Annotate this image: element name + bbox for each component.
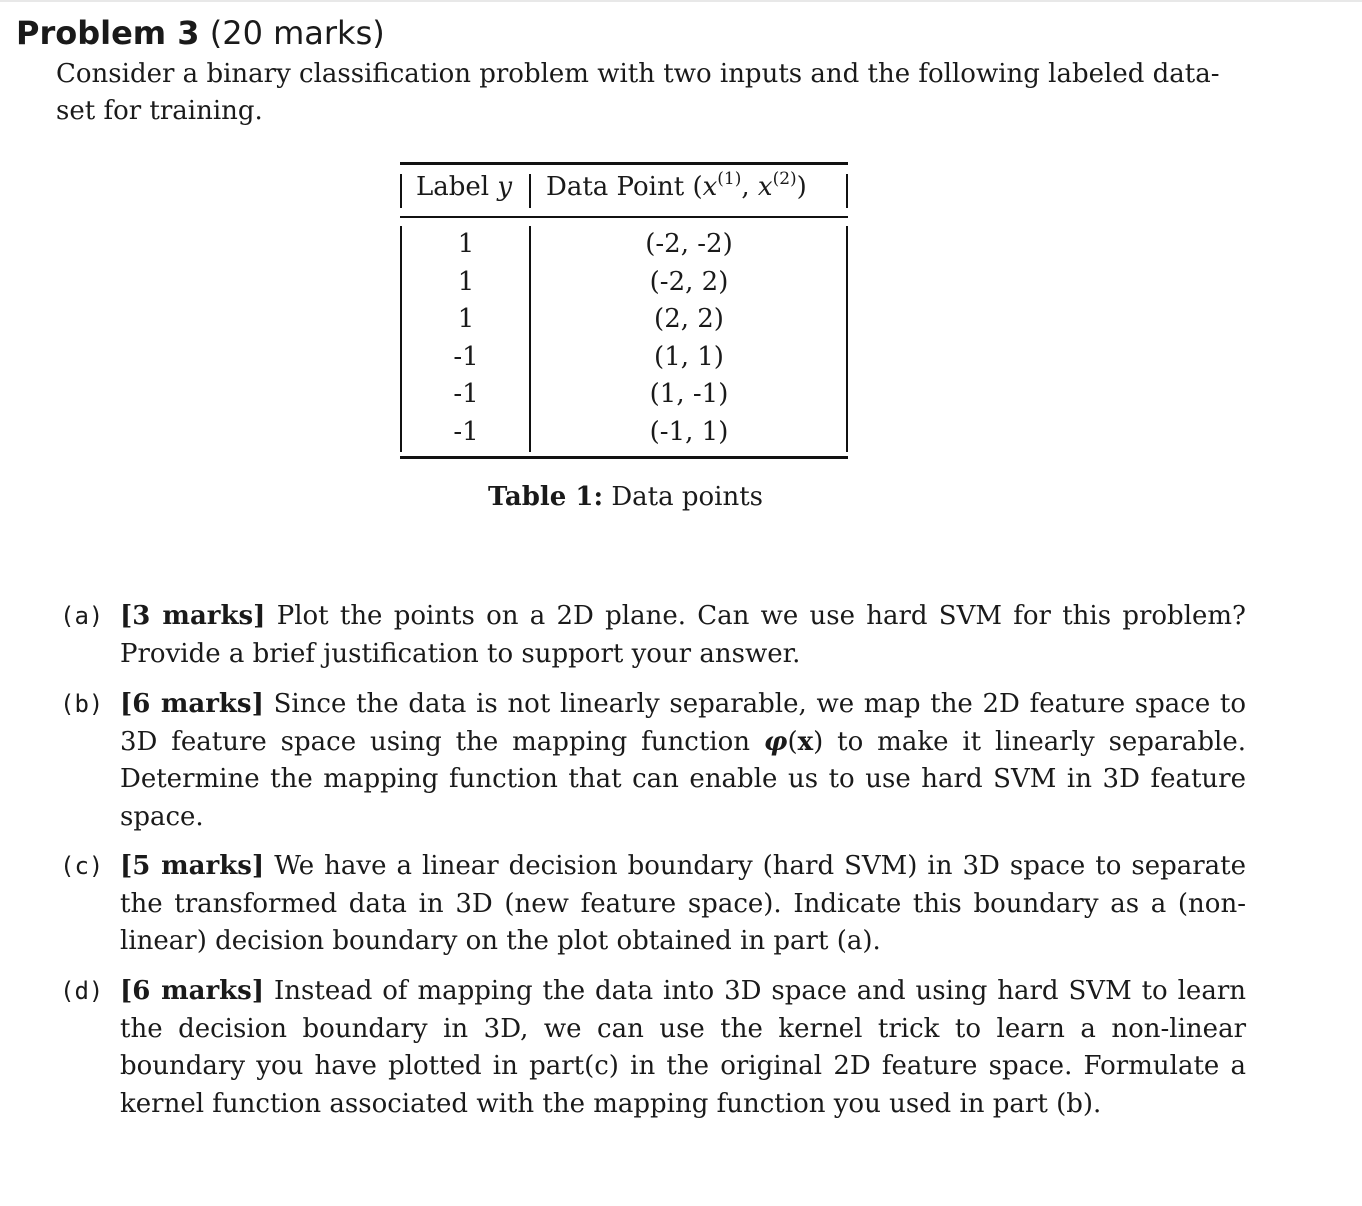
part-text: Since the data is not linearly separable, we map the 2D feature space to 3D feature space using the mapping function (120, 689, 1246, 757)
part-text: to make it linearly separable. Determine the mapping function that can enable us to use hard SVM in 3D feature space. (120, 726, 1246, 832)
table-top-rule (400, 162, 848, 165)
header-data-point: Data Point ($x^{(1)}$, $x^{(2)}$) (546, 169, 807, 202)
table-cell-point: (1, 1) (654, 341, 724, 372)
part-b: (b) [6 marks] Since the data is not linearly separable, we map the 2D feature space to 3D feature space using the mapping function φ(x) to make it linearly separable. Determine the mapping function that can enable us to use hard SVM in 3D feature space. (60, 686, 1246, 836)
part-marks: [6 marks] (120, 976, 265, 1006)
table-header-rule (400, 216, 848, 218)
part-c (60, 848, 1246, 961)
header-column-divider (529, 174, 531, 208)
part-tag: (d) (60, 977, 104, 1005)
part-tag: (c) (60, 852, 104, 880)
table-cell-label: -1 (453, 341, 479, 372)
top-border (0, 0, 1362, 2)
table-cell-label: -1 (453, 379, 479, 409)
problem-number: Problem 3 (16, 14, 200, 52)
phi-symbol: φ (763, 726, 788, 757)
table-cell-label: 1 (457, 266, 475, 297)
part-text: We have a linear decision boundary (hard SVM) in 3D space to separate the transformed data in 3D (new feature space). Indicate this boundary as a (non-linear) decision boundary on the plot obtained in part (a). (120, 851, 1246, 956)
problem-marks: (20 marks) (209, 14, 385, 52)
table-cell-point: (2, 2) (654, 304, 724, 334)
part-text: Instead of mapping the data into 3D space and using hard SVM to learn the decision boundary in 3D, we can use the kernel trick to learn a non-linear boundary you have plotted in part(c) in the original 2D feature space. Formulate a kernel function associated with the mapping function you used in part (b). (120, 976, 1246, 1119)
caption-text: Data points (611, 482, 764, 512)
point-column (532, 226, 846, 451)
table-cell-label: 1 (457, 304, 475, 334)
table-cell-label: -1 (453, 416, 479, 447)
header-left-border (400, 174, 402, 208)
table-cell-point: (-2, -2) (645, 229, 733, 259)
part-marks: [6 marks] (120, 689, 264, 719)
part-marks: [3 marks] (120, 601, 266, 631)
part-d (60, 973, 1246, 1123)
table-cell-point: (1, -1) (649, 379, 729, 409)
part-tag: (b) (60, 690, 104, 718)
table-caption (488, 482, 763, 512)
table-cell-point: (-1, 1) (649, 416, 729, 447)
label-column (402, 226, 530, 451)
table-cell-label: 1 (457, 229, 475, 259)
header-label: Label y (416, 172, 513, 202)
data-table (400, 162, 848, 460)
phi-argument: x (797, 726, 814, 757)
problem-title (16, 14, 385, 52)
body-right-border (846, 226, 848, 452)
part-marks: [5 marks] (120, 851, 265, 881)
caption-prefix: Table 1: (488, 482, 604, 512)
table-bottom-rule (400, 456, 848, 459)
part-text: Plot the points on a 2D plane. Can we use hard SVM for this problem? Provide a brief justification to support your answer. (120, 601, 1246, 669)
table-cell-point: (-2, 2) (649, 266, 729, 297)
problem-intro: Consider a binary classification problem with two inputs and the following labeled data-set for training. (56, 59, 1220, 126)
part-tag: (a) (60, 602, 104, 630)
header-right-border (846, 174, 848, 208)
part-a (60, 598, 1246, 673)
label-variable: y (497, 172, 513, 202)
